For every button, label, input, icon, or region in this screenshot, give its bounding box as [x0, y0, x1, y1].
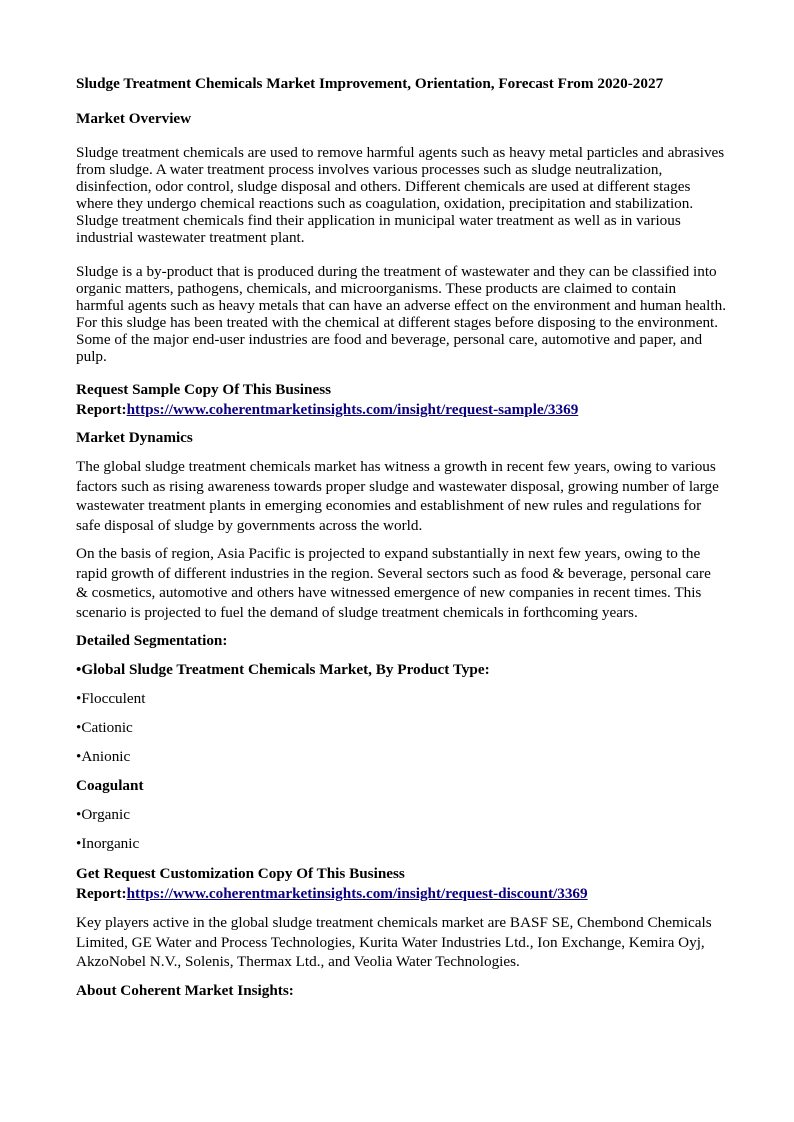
product-type-heading: •Global Sludge Treatment Chemicals Market, By Product Type:: [76, 661, 490, 678]
request-customization-link[interactable]: https://www.coherentmarketinsights.com/insight/request-discount/3369: [126, 885, 588, 902]
document-page: [76, 75, 726, 1000]
request-sample-label: Request Sample Copy Of This Business Report:: [76, 381, 332, 418]
key-players-paragraph: Key players active in the global sludge treatment chemicals market are BASF SE, Chembond Chemicals Limited, GE Water and Process Technologies, Kurita Water Industries Ltd., Ion Exchange, Kemira Oyj, AkzoNobel N.V., Solenis, Thermax Ltd., and Veolia Water Technologies.: [76, 914, 712, 970]
list-item-inorganic: •Inorganic: [76, 835, 140, 852]
market-dynamics-heading: Market Dynamics: [76, 429, 193, 446]
document-title: Sludge Treatment Chemicals Market Improvement, Orientation, Forecast From 2020-2027: [76, 75, 664, 92]
list-item-anionic: •Anionic: [76, 748, 131, 765]
request-customization-label: Get Request Customization Copy Of This Business Report:: [76, 865, 405, 902]
market-overview-heading: Market Overview: [76, 110, 192, 127]
overview-paragraph-2: Sludge is a by-product that is produced during the treatment of wastewater and they can be classified into organic matters, pathogens, chemicals, and microorganisms. These products are claimed to contain harmful agents such as heavy metals that can have an adverse effect on the environment and human health. For this sludge has been treated with the chemical at different stages before disposing to the environment. Some of the major end-user industries are food and beverage, personal care, automotive and paper, and pulp.: [76, 263, 727, 365]
coagulant-heading: Coagulant: [76, 777, 144, 794]
about-heading: About Coherent Market Insights:: [76, 981, 294, 999]
dynamics-paragraph-2: On the basis of region, Asia Pacific is projected to expand substantially in next few years, owing to the rapid growth of different industries in the region. Several sectors such as food & beverage, personal care & cosmetics, automotive and others have witnessed emergence of new companies in recent times. This scenario is projected to fuel the demand of sludge treatment chemicals in forthcoming years.: [76, 545, 711, 621]
overview-paragraph-1: Sludge treatment chemicals are used to remove harmful agents such as heavy metal particles and abrasives from sludge. A water treatment process involves various processes such as sludge neutralization, disinfection, odor control, sludge disposal and others. Different chemicals are used at different stages where they undergo chemical reactions such as coagulation, oxidation, precipitation and stabilization. Sludge treatment chemicals find their application in municipal water treatment as well as in various industrial wastewater treatment plant.: [76, 144, 725, 246]
segmentation-heading: Detailed Segmentation:: [76, 632, 228, 649]
request-customization-block: [76, 864, 726, 904]
request-sample-block: [76, 380, 726, 420]
list-item-cationic: •Cationic: [76, 719, 133, 736]
list-item-organic: •Organic: [76, 806, 130, 823]
request-sample-link[interactable]: https://www.coherentmarketinsights.com/insight/request-sample/3369: [126, 401, 579, 418]
list-item-flocculent: •Flocculent: [76, 690, 146, 707]
dynamics-paragraph-1: The global sludge treatment chemicals market has witness a growth in recent few years, owing to various factors such as rising awareness towards proper sludge and wastewater disposal, growing number of large wastewater treatment plants in emerging economies and establishment of new rules and regulations for safe disposal of sludge by governments across the world.: [76, 458, 719, 534]
